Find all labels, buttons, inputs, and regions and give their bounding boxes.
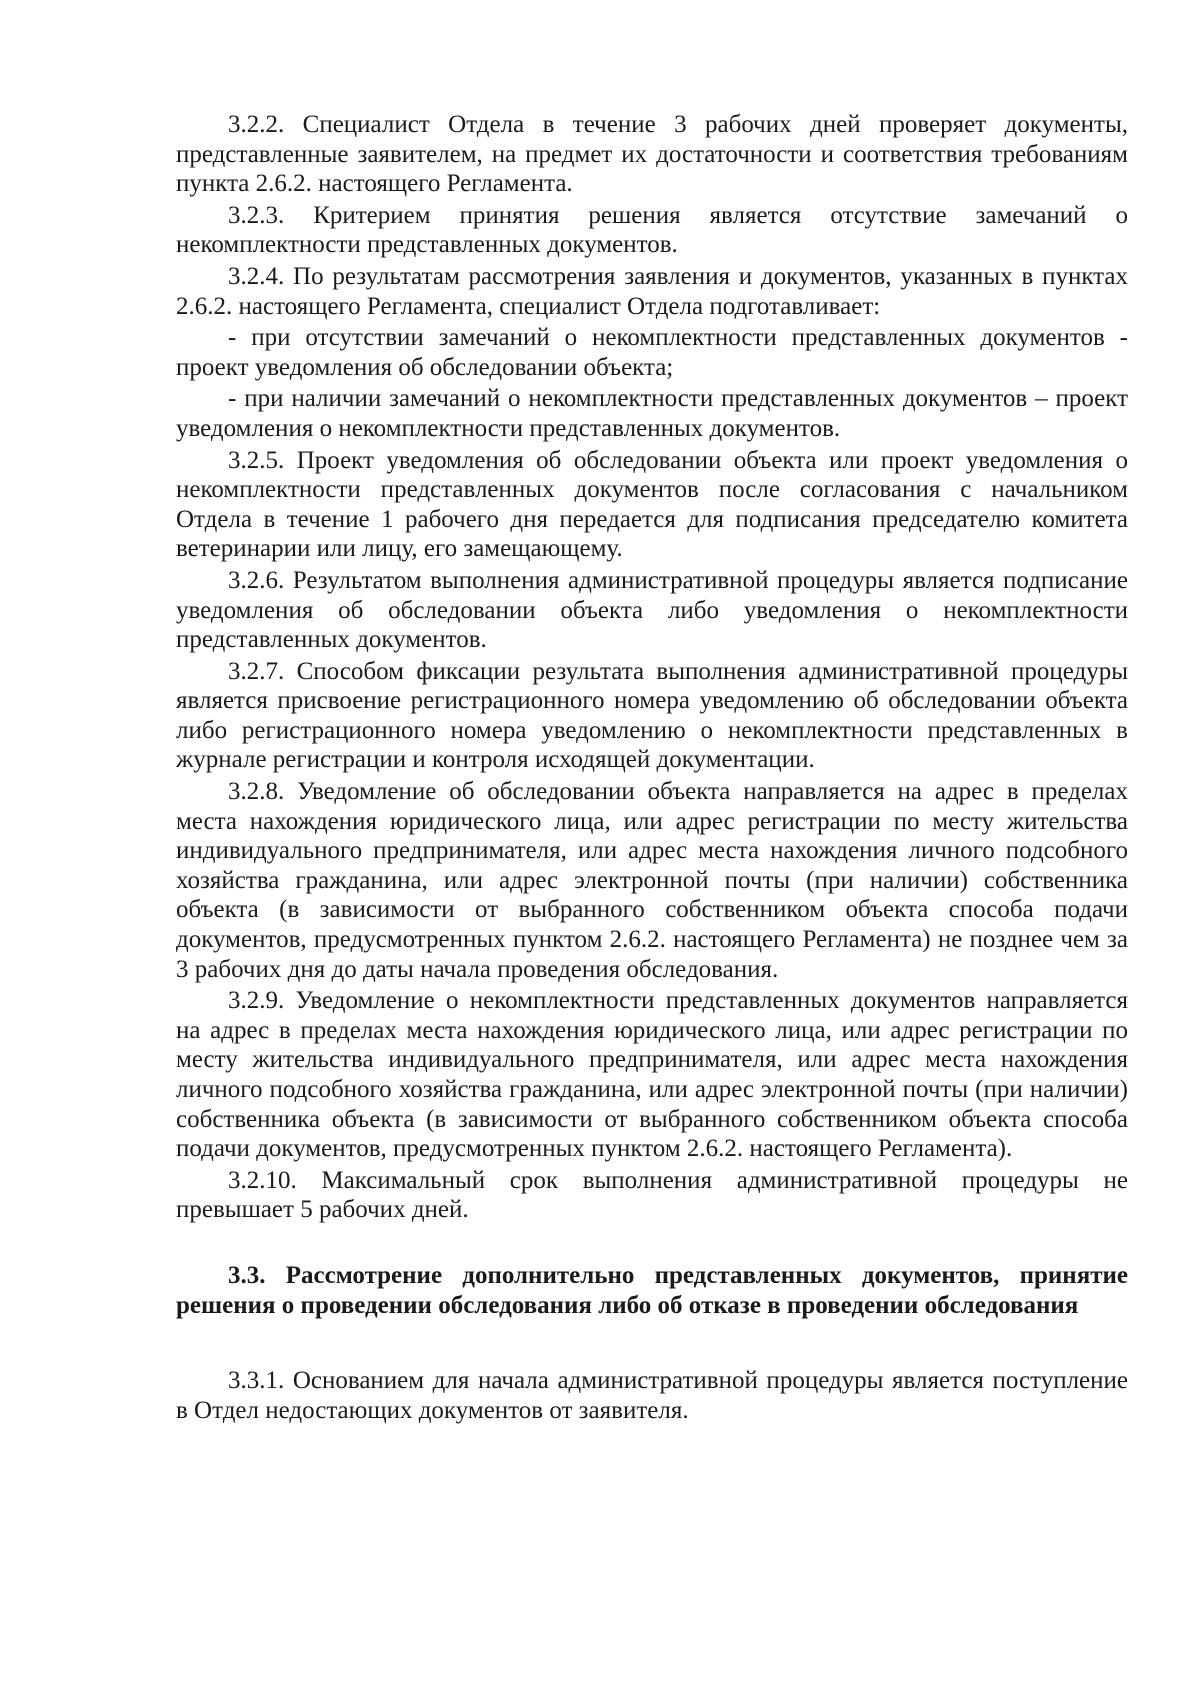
list-item-no-remarks: - при отсутствии замечаний о некомплектности представленных документов - проект уведомления об обследовании объекта; bbox=[176, 324, 1128, 381]
paragraph-3-2-2: 3.2.2. Специалист Отдела в течение 3 рабочих дней проверяет документы, представленные заявителем, на предмет их достаточности и соответствия требованиям пункта 2.6.2. настоящего Регламента. bbox=[176, 111, 1128, 198]
paragraph-3-2-5: 3.2.5. Проект уведомления об обследовании объекта или проект уведомления о некомплектности представленных документов после согласования с начальником Отдела в течение 1 рабочего дня передается для подписания председателю комитета ветеринарии или лицу, его замещающему. bbox=[176, 446, 1128, 563]
paragraph-3-2-4: 3.2.4. По результатам рассмотрения заявления и документов, указанных в пунктах 2.6.2. настоящего Регламента, специалист Отдела подготавливает: bbox=[176, 262, 1128, 320]
paragraph-3-2-8: 3.2.8. Уведомление об обследовании объекта направляется на адрес в пределах места нахождения юридического лица, или адрес регистрации по месту жительства индивидуального предпринимателя, или адрес места нахождения личного подсобного хозяйства гражданина, или адрес электронной почты (при наличии) собственника объекта (в зависимости от выбранного собственником объекта способа подачи документов, предусмотренных пунктом 2.6.2. настоящего Регламента) не позднее чем за 3 рабочих дня до даты начала проведения обследования. bbox=[176, 778, 1128, 983]
paragraph-3-3-1: 3.3.1. Основанием для начала административной процедуры является поступление в Отдел недостающих документов от заявителя. bbox=[176, 1367, 1128, 1424]
paragraph-3-2-3: 3.2.3. Критерием принятия решения является отсутствие замечаний о некомплектности представленных документов. bbox=[176, 201, 1128, 259]
list-item-with-remarks: - при наличии замечаний о некомплектности представленных документов – проект уведомления о некомплектности представленных документов. bbox=[176, 385, 1128, 442]
paragraph-3-2-7: 3.2.7. Способом фиксации результата выполнения административной процедуры является присвоение регистрационного номера уведомлению об обследовании объекта либо регистрационного номера уведомлению о некомплектности представленных в журнале регистрации и контроля исходящей документации. bbox=[176, 657, 1128, 774]
paragraph-3-2-6: 3.2.6. Результатом выполнения административной процедуры является подписание уведомления об обследовании объекта либо уведомления о некомплектности представленных документов. bbox=[176, 566, 1128, 654]
paragraph-3-2-10: 3.2.10. Максимальный срок выполнения административной процедуры не превышает 5 рабочих дней. bbox=[176, 1166, 1128, 1224]
paragraph-3-2-9: 3.2.9. Уведомление о некомплектности представленных документов направляется на адрес в пределах места нахождения юридического лица, или адрес регистрации по месту жительства индивидуального предпринимателя, или адрес места нахождения личного подсобного хозяйства гражданина, или адрес электронной почты (при наличии) собственника объекта (в зависимости от выбранного собственником объекта способа подачи документов, предусмотренных пунктом 2.6.2. настоящего Регламента). bbox=[176, 987, 1128, 1163]
document-page bbox=[176, 110, 1128, 1427]
section-heading-3-3: 3.3. Рассмотрение дополнительно представленных документов, принятие решения о проведении обследования либо об отказе в проведении обследования bbox=[176, 1261, 1128, 1319]
